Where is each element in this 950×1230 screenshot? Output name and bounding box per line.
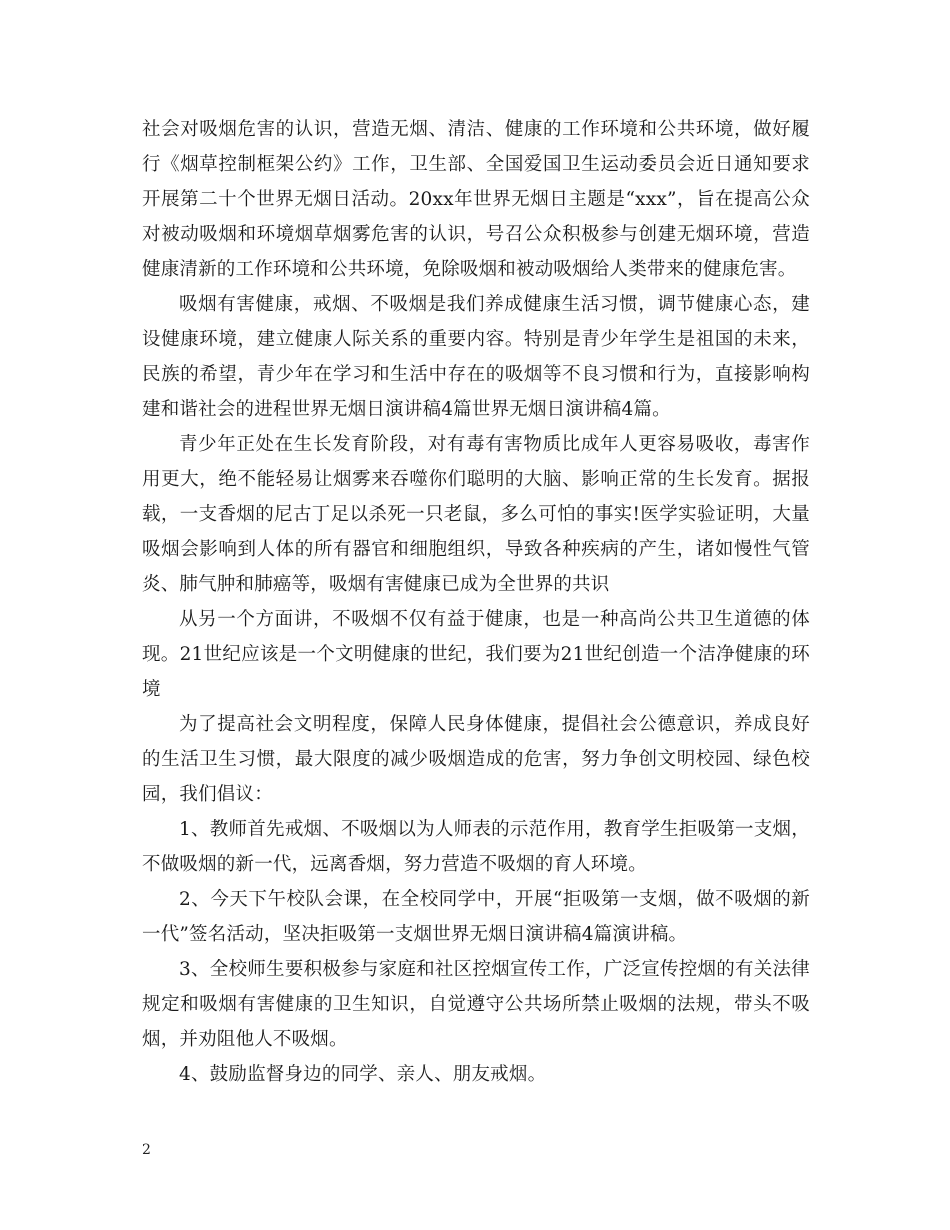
paragraph-7: 2、今天下午校队会课，在全校同学中，开展“拒吸第一支烟，做不吸烟的新一代”签名活动，坚决拒吸第一支烟世界无烟日演讲稿4篇演讲稿。 [142, 889, 810, 945]
paragraph-9: 4、鼓励监督身边的同学、亲人、朋友戒烟。 [179, 1064, 547, 1085]
page-number: 2 [142, 1142, 151, 1158]
paragraph-5: 为了提高社会文明程度，保障人民身体健康，提倡社会公德意识，养成良好的生活卫生习惯，最大限度的减少吸烟造成的危害，努力争创文明校园、绿色校园，我们倡议： [142, 714, 810, 805]
document-body [142, 112, 810, 1092]
paragraph-3: 青少年正处在生长发育阶段，对有毒有害物质比成年人更容易吸收，毒害作用更大，绝不能轻易让烟雾来吞噬你们聪明的大脑、影响正常的生长发育。据报载，一支香烟的尼古丁足以杀死一只老鼠，多么可怕的事实!医学实验证明，大量吸烟会影响到人体的所有器官和细胞组织，导致各种疾病的产生，诸如慢性气管炎、肺气肿和肺癌等，吸烟有害健康已成为全世界的共识 [142, 434, 810, 595]
paragraph-4: 从另一个方面讲，不吸烟不仅有益于健康，也是一种高尚公共卫生道德的体现。21世纪应该是一个文明健康的世纪，我们要为21世纪创造一个洁净健康的环境 [142, 609, 810, 700]
paragraph-2: 吸烟有害健康，戒烟、不吸烟是我们养成健康生活习惯，调节健康心态，建设健康环境，建立健康人际关系的重要内容。特别是青少年学生是祖国的未来，民族的希望，青少年在学习和生活中存在的吸烟等不良习惯和行为，直接影响构建和谐社会的进程世界无烟日演讲稿4篇世界无烟日演讲稿4篇。 [142, 294, 810, 420]
paragraph-1: 社会对吸烟危害的认识，营造无烟、清洁、健康的工作环境和公共环境，做好履行《烟草控制框架公约》工作，卫生部、全国爱国卫生运动委员会近日通知要求开展第二十个世界无烟日活动。20xx年世界无烟日主题是“xxx”，旨在提高公众对被动吸烟和环境烟草烟雾危害的认识，号召公众积极参与创建无烟环境，营造健康清新的工作环境和公共环境，免除吸烟和被动吸烟给人类带来的健康危害。 [142, 119, 810, 280]
paragraph-8: 3、全校师生要积极参与家庭和社区控烟宣传工作，广泛宣传控烟的有关法律规定和吸烟有害健康的卫生知识，自觉遵守公共场所禁止吸烟的法规，带头不吸烟，并劝阻他人不吸烟。 [142, 959, 810, 1050]
paragraph-6: 1、教师首先戒烟、不吸烟以为人师表的示范作用，教育学生拒吸第一支烟，不做吸烟的新一代，远离香烟，努力营造不吸烟的育人环境。 [142, 819, 810, 875]
